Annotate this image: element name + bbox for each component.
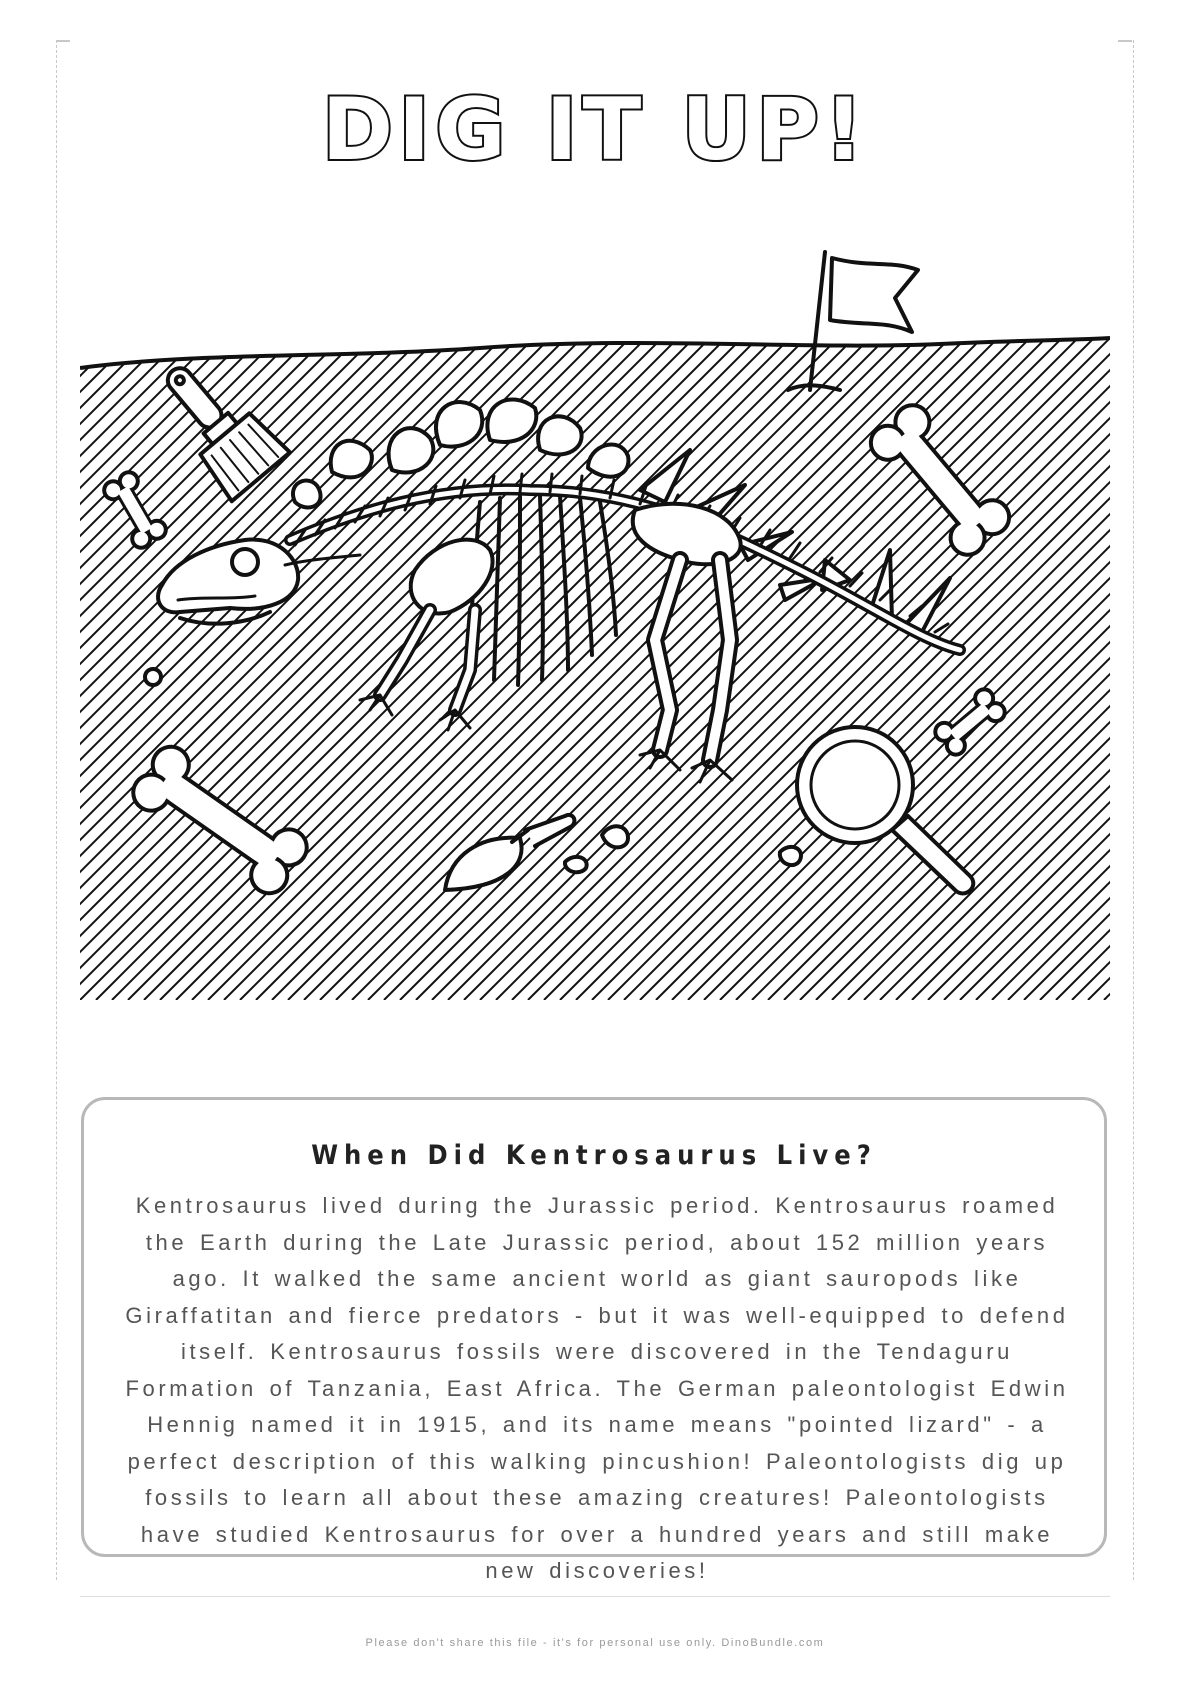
info-box: [81, 1097, 1107, 1583]
hatch-line: [640, 300, 1110, 1000]
hatch-line: [544, 300, 1110, 1000]
dig-site-illustration: [80, 240, 1110, 1000]
hatch-line: [272, 300, 972, 1000]
hatch-line: [80, 300, 476, 1000]
info-heading: When Did Kentrosaurus Live?: [311, 1140, 877, 1171]
hatch-line: [80, 300, 124, 1000]
hatch-line: [288, 300, 988, 1000]
hatch-line: [80, 300, 156, 1000]
corner-mark: [1118, 40, 1132, 42]
hatch-line: [608, 300, 1110, 1000]
info-body: Kentrosaurus lived during the Jurassic period. Kentrosaurus roamed the Earth during the Late Jurassic period, about 152 million years ago. It walked the same ancient world as giant sauropods like Giraffatitan and fierce predators - but it was well-equipped to defend itself. Kentrosaurus fossils were discovered in the Tendaguru Formation of Tanzania, East Africa. The German paleontologist Edwin Hennig named it in 1915, and its name means "pointed lizard" - a perfect description of this walking pincushion! Paleontologists dig up fossils to learn all about these amazing creatures! Paleontologists have studied Kentrosaurus for over a hundred years and still make new discoveries!: [125, 1193, 1069, 1583]
hatch-line: [864, 300, 1110, 1000]
hatch-line: [256, 300, 956, 1000]
footer-divider: [80, 1596, 1110, 1597]
bone-icon: [101, 469, 169, 551]
hatch-line: [80, 300, 188, 1000]
hatch-line: [896, 300, 1110, 1000]
magnifying-glass-icon: [797, 727, 973, 893]
hatch-line: [208, 300, 908, 1000]
hatch-line: [224, 300, 924, 1000]
footer-note: Please don't share this file - it's for personal use only. DinoBundle.com: [365, 1637, 825, 1649]
hatch-line: [80, 300, 508, 1000]
page-title: DIG IT UP!: [321, 80, 869, 180]
corner-mark: [56, 40, 70, 42]
hatch-line: [80, 300, 444, 1000]
hatch-line: [960, 300, 1110, 1000]
hatch-line: [336, 300, 1036, 1000]
